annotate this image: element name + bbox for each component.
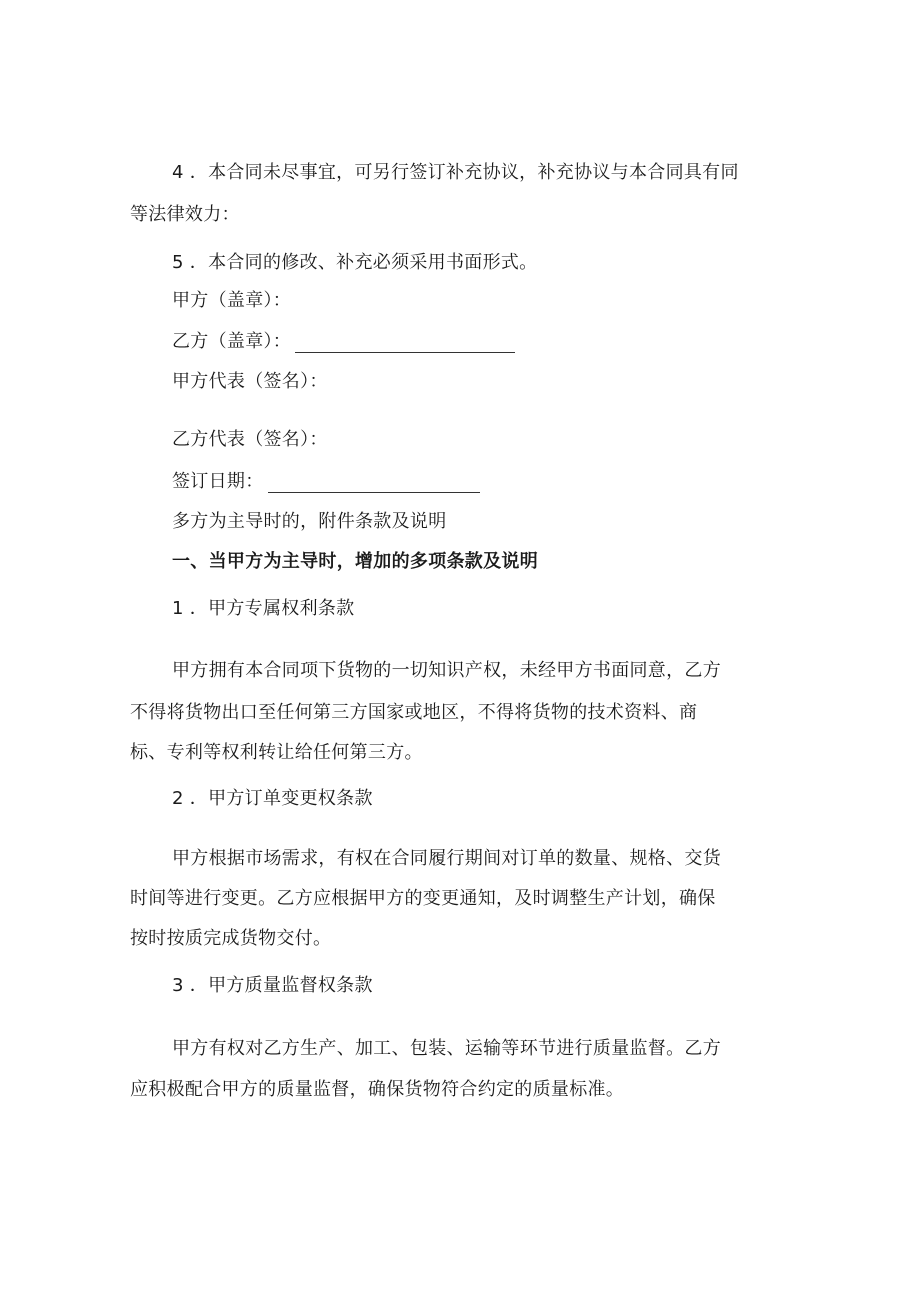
item-1-body-line-3: 标、专利等权利转让给任何第三方。	[130, 742, 423, 763]
clause-4-line-1: 4 ．本合同未尽事宜，可另行签订补充协议，补充协议与本合同具有同	[172, 162, 739, 183]
item-1-body-line-1: 甲方拥有本合同项下货物的一切知识产权，未经甲方书面同意，乙方	[172, 660, 721, 681]
item-3-body-line-1: 甲方有权对乙方生产、加工、包装、运输等环节进行质量监督。乙方	[172, 1038, 721, 1059]
item-2-body-line-3: 按时按质完成货物交付。	[130, 928, 332, 949]
item-2-body-line-1: 甲方根据市场需求，有权在合同履行期间对订单的数量、规格、交货	[172, 848, 721, 869]
party-b-seal-label: 乙方（盖章）：	[172, 331, 292, 352]
clause-5: 5 ．本合同的修改、补充必须采用书面形式。	[172, 252, 538, 273]
sign-date-blank[interactable]	[268, 476, 480, 493]
party-b-rep-label: 乙方代表（签名）：	[172, 429, 328, 450]
item-2-title: 2 ．甲方订单变更权条款	[172, 788, 373, 809]
item-3-title: 3 ．甲方质量监督权条款	[172, 975, 373, 996]
item-1-title: 1 ．甲方专属权利条款	[172, 598, 355, 619]
item-1-body-line-2: 不得将货物出口至任何第三方国家或地区，不得将货物的技术资料、商	[130, 702, 698, 723]
party-b-seal-row	[172, 331, 515, 353]
section-1-heading: 一、当甲方为主导时，增加的多项条款及说明	[172, 551, 538, 572]
sign-date-row	[172, 471, 480, 493]
item-3-body-line-2: 应积极配合甲方的质量监督，确保货物符合约定的质量标准。	[130, 1079, 625, 1100]
sign-date-label: 签订日期：	[172, 471, 264, 492]
party-a-seal-label: 甲方（盖章）：	[172, 290, 292, 311]
appendix-title: 多方为主导时的，附件条款及说明	[172, 511, 447, 532]
clause-4-line-2: 等法律效力：	[130, 204, 240, 225]
party-b-seal-blank[interactable]	[295, 336, 515, 353]
party-a-rep-label: 甲方代表（签名）：	[172, 371, 328, 392]
item-2-body-line-2: 时间等进行变更。乙方应根据甲方的变更通知，及时调整生产计划，确保	[130, 888, 716, 909]
